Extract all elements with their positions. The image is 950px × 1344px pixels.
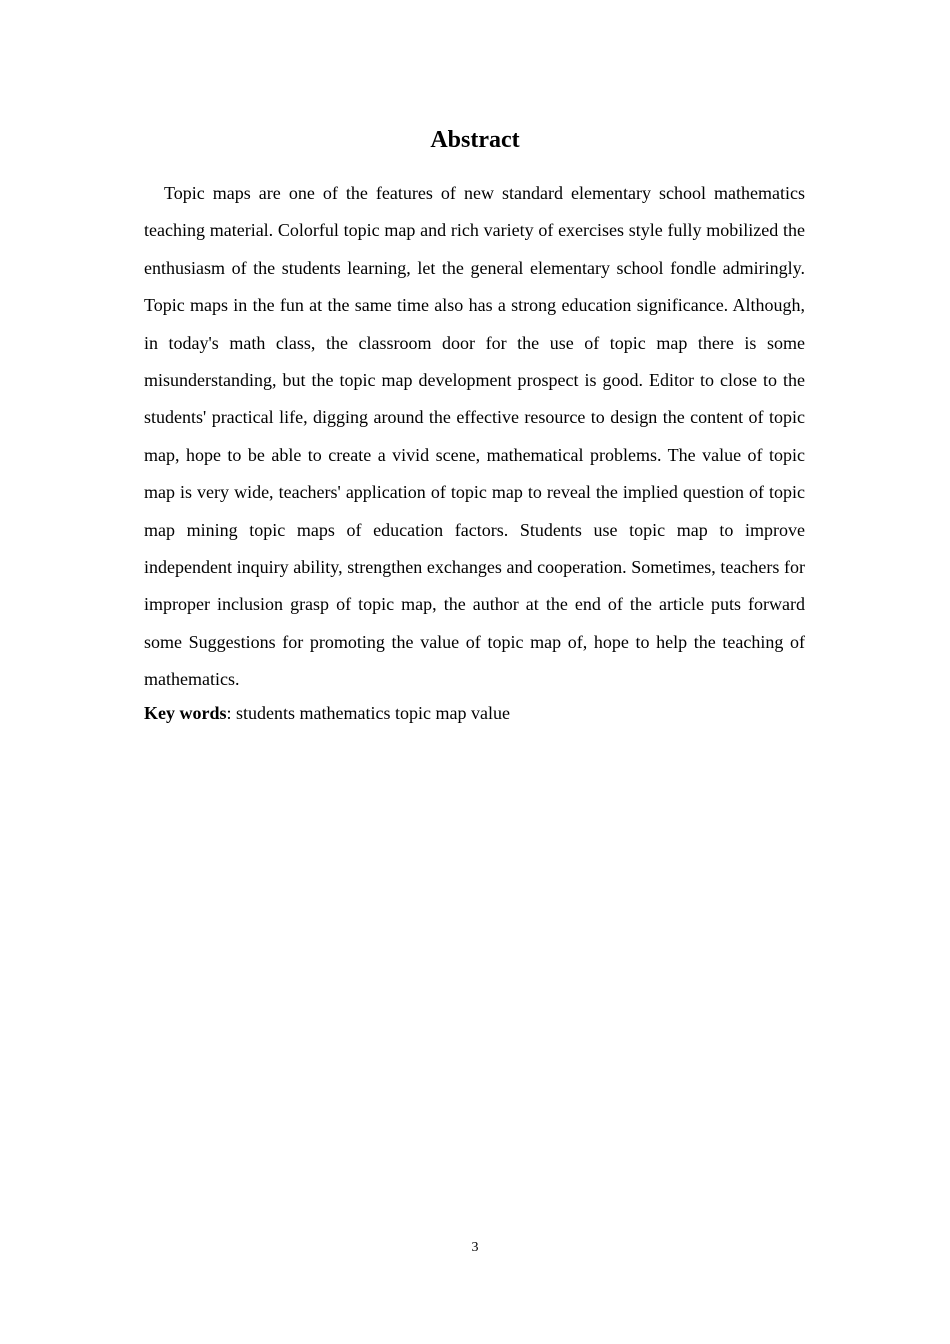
abstract-paragraph: Topic maps are one of the features of new standard elementary school mathematics teaching material. Colorful topic map and rich variety of exercises style fully mobilized the enthusiasm of the students learning, let the general elementary school fondle admiringly. Topic maps in the fun at the same time also has a strong education significance. Although, in today's math class, the classroom door for the use of topic map there is some misunderstanding, but the topic map development prospect is good. Editor to close to the students' practical life, digging around the effective resource to design the content of topic map, hope to be able to create a vivid scene, mathematical problems. The value of topic map is very wide, teachers' application of topic map to reveal the implied question of topic map mining topic maps of education factors. Students use topic map to improve independent inquiry ability, strengthen exchanges and cooperation. Sometimes, teachers for improper inclusion grasp of topic map, the author at the end of the article puts forward some Suggestions for promoting the value of topic map of, hope to help the teaching of mathematics. (144, 183, 805, 690)
keywords-value: students mathematics topic map value (236, 703, 510, 723)
keywords-separator: : (226, 703, 237, 723)
keywords-line (144, 698, 805, 728)
keywords-label: Key words (144, 703, 227, 723)
page-number: 3 (471, 1240, 479, 1255)
page-title: Abstract (430, 127, 520, 153)
